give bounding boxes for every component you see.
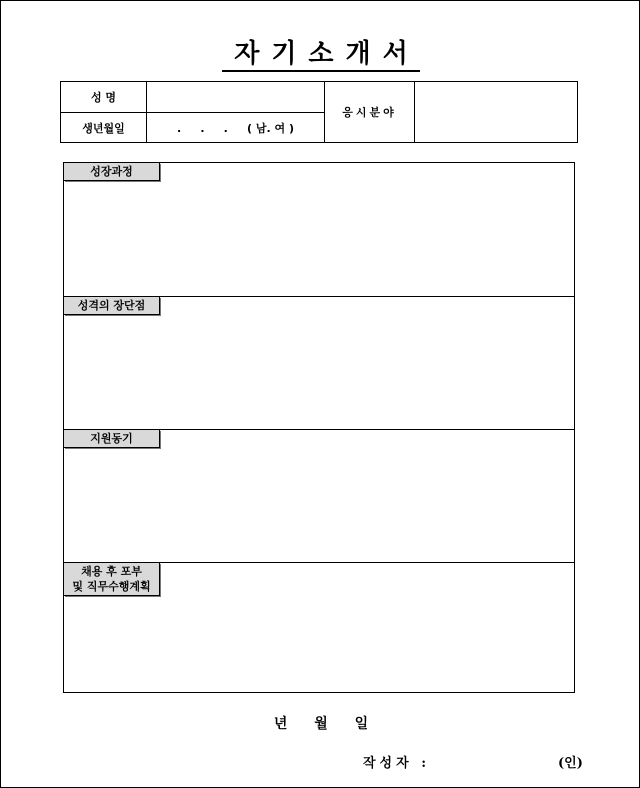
section-personality — [64, 297, 574, 430]
birth-label: 생년월일 — [61, 113, 147, 142]
section-growth — [64, 163, 574, 297]
seal-mark: (인) — [558, 756, 583, 771]
author-label: 작성자 : — [363, 756, 430, 771]
section-label: 채용 후 포부 및 직무수행계획 — [64, 563, 160, 596]
section-label: 성격의 장단점 — [64, 297, 160, 315]
name-label: 성 명 — [61, 82, 147, 113]
section-content[interactable] — [64, 598, 574, 692]
section-label: 성장과정 — [64, 163, 160, 181]
author-field[interactable] — [441, 749, 551, 769]
field-value[interactable] — [415, 82, 577, 142]
section-label: 지원동기 — [64, 430, 160, 448]
page-title — [1, 39, 640, 72]
essay-sections — [63, 162, 575, 693]
section-content[interactable] — [64, 182, 574, 296]
section-aspiration — [64, 563, 574, 692]
field-label: 응시분야 — [325, 82, 415, 142]
birth-field[interactable]: . . . ( 남. 여 ) — [147, 113, 325, 142]
applicant-info-table — [60, 81, 578, 143]
section-motivation — [64, 430, 574, 563]
date-line: 년 월 일 — [273, 716, 369, 732]
name-field[interactable] — [147, 82, 325, 113]
section-content[interactable] — [64, 449, 574, 562]
title-text: 자기소개서 — [222, 40, 420, 72]
section-content[interactable] — [64, 316, 574, 429]
